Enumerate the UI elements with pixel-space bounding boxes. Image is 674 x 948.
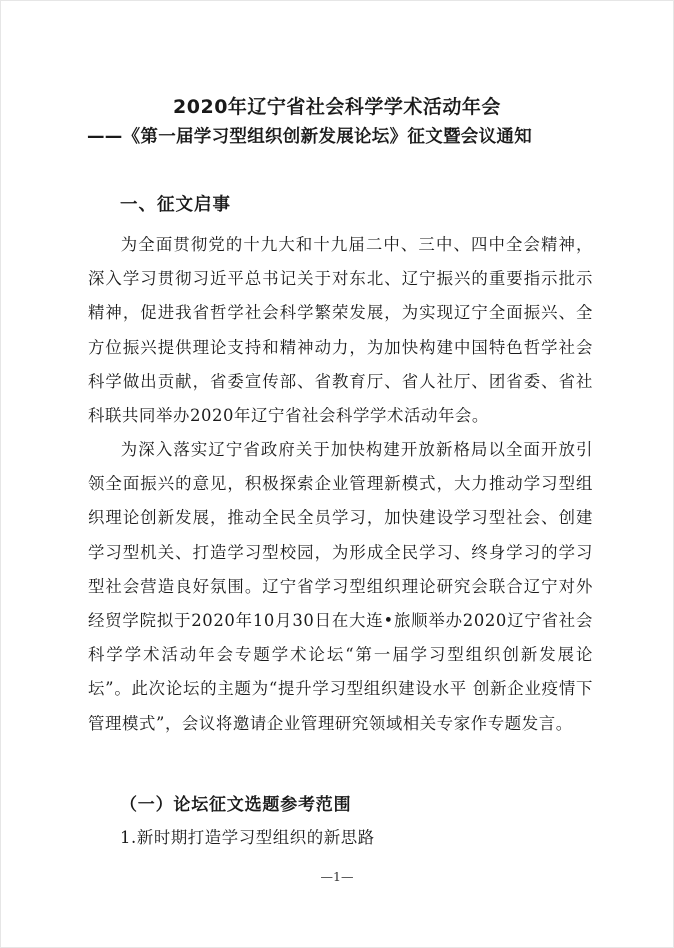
list-item: 1.新时期打造学习型组织的新思路 <box>120 828 375 847</box>
document-subtitle: ——《第一届学习型组织创新发展论坛》征文暨会议通知 <box>87 127 532 147</box>
paragraph: 为深入落实辽宁省政府关于加快构建开放新格局以全面开放引领全面振兴的意见，积极探索企业管理新模式，大力推动学习型组织理论创新发展，推动全民全员学习，加快建设学习型社会、创建学习型机关、打造学习型校园，为形成全民学习、终身学习的学习型社会营造良好氛围。辽宁省学习型组织理论研究会联合辽宁对外经贸学院拟于2020年10月30日在大连•旅顺举办2020辽宁省社会科学学术活动年会专题学术论坛“第一届学习型组织创新发展论坛”。此次论坛的主题为“提升学习型组织建设水平 创新企业疫情下管理模式”，会议将邀请企业管理研究领域相关专家作专题发言。 <box>88 440 593 733</box>
paragraph: 为全面贯彻党的十九大和十九届二中、三中、四中全会精神，深入学习贯彻习近平总书记关于对东北、辽宁振兴的重要指示批示精神，促进我省哲学社会科学繁荣发展，为实现辽宁全面振兴、全方位振兴提供理论支持和精神动力，为加快构建中国特色哲学社会科学做出贡献，省委宣传部、省教育厅、省人社厅、团省委、省社科联共同举办2020年辽宁省社会科学学术活动年会。 <box>88 235 593 426</box>
document-title: 2020年辽宁省社会科学学术活动年会 <box>173 96 501 118</box>
page-number: —1— <box>320 869 354 884</box>
section-heading: 一、征文启事 <box>120 195 231 215</box>
sub-heading: （一）论坛征文选题参考范围 <box>120 795 352 815</box>
